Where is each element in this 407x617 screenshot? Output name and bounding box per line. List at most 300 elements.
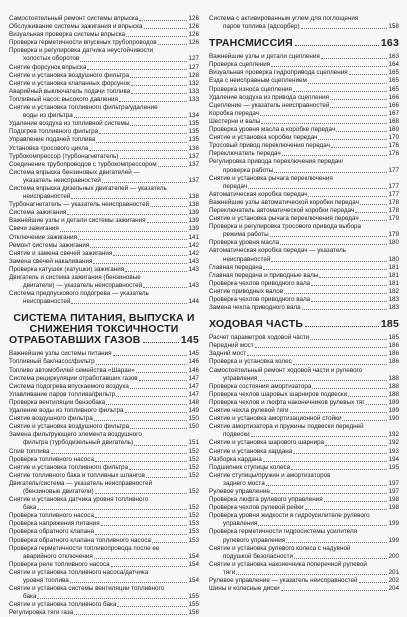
toc-entry-page: 155 [188,593,199,601]
toc-entry-title: Проверка состояния амортизатора [209,382,312,390]
toc-entry [209,350,399,358]
toc-entry [209,296,399,304]
toc-entry-page: 166 [388,93,399,101]
toc-entry-title: фильтра (турбодизельный двигатель) [23,439,134,447]
toc-entry [209,61,399,69]
toc-entry-title: Проверка герметичности впускных трубопроводов [9,39,157,47]
toc-entry-title: Коробка передач [209,109,260,117]
toc-entry [9,185,199,193]
toc-entry-page: 180 [388,255,399,263]
toc-entry-page: 143 [188,265,199,273]
toc-entry [9,23,199,31]
toc-entry-title: Снятие амортизатора и пружины подвески передней [209,423,364,431]
heading-page: 145 [180,334,199,347]
toc-entry-title: Проверка сцепления [209,61,271,69]
toc-entry-page: 188 [388,374,399,382]
toc-entry-page: 198 [388,504,399,512]
toc-entry-page: 149 [188,407,199,415]
toc-entry [209,472,399,480]
right-list-top [209,15,399,31]
toc-entry-page: 133 [188,95,199,103]
toc-entry-title: Проверка люфта рулевого управления [209,496,323,504]
toc-entry [209,512,399,520]
toc-entry-page: 137 [188,152,199,160]
toc-entry-page: 132 [188,79,199,87]
toc-entry-title: (бензиновые двигатели) [23,487,94,495]
toc-entry-page: 198 [388,496,399,504]
left-list-bottom [9,350,199,617]
toc-entry-title: паров топлива (адсорбер) [223,23,300,31]
toc-entry-page: 186 [388,358,399,366]
toc-entry [209,247,399,255]
toc-entry [209,464,399,472]
toc-entry-title: аварийного отключения [23,552,93,560]
toc-entry-page: 143 [188,257,199,265]
toc-entry [209,102,399,110]
toc-entry [9,136,199,144]
toc-entry-title: Снятие и установка топливного фильтра [9,463,129,471]
toc-entry [209,399,399,407]
toc-entry-title: Важнейшие узлы и детали системы зажигания [9,217,146,225]
toc-entry [209,264,399,272]
toc-entry [209,207,399,215]
toc-entry [209,456,399,464]
toc-entry-title: Двигатель и система зажигания (бензиновые [9,274,141,281]
toc-entry [209,215,399,223]
toc-entry-title: Проверка герметичности топливопровода после ее [9,544,160,552]
toc-entry-title: Снятие и установка кардана [209,447,293,455]
toc-entry [9,569,199,577]
toc-entry-title: Расчет параметров ходовой части [209,334,310,342]
toc-entry-page: 189 [388,407,399,415]
toc-entry [209,231,399,239]
toc-entry-page: 150 [188,415,199,423]
toc-entry-page: 181 [388,263,399,271]
toc-entry [9,561,199,569]
toc-entry-page: 127 [188,63,199,71]
toc-entry-page: 176 [388,150,399,158]
toc-entry-page: 178 [388,198,399,206]
toc-entry [9,391,199,399]
toc-entry-page: 145 [188,350,199,358]
section-heading-chassis [209,319,399,330]
toc-entry-page: 126 [188,39,199,47]
toc-entry-page: 139 [188,217,199,225]
heading-page: 163 [380,37,399,50]
toc-entry [9,80,199,88]
toc-entry [9,266,199,274]
toc-entry-title: заднего моста [223,479,265,487]
toc-entry-page: 182 [388,287,399,295]
toc-entry-title: Проверка топливного насоса [9,512,94,520]
toc-entry [9,120,199,128]
toc-entry [9,512,199,520]
toc-entry-title: Замена свечей накаливания [9,257,93,265]
toc-entry-title: Снятие и установка рычага переключения передач [209,215,359,223]
toc-entry-page: 167 [388,109,399,117]
toc-entry-title: Снятие и установка датчика уровня топливного [9,496,149,504]
left-column [9,15,199,617]
toc-entry [209,480,399,488]
toc-entry [9,209,199,217]
toc-entry-title: Снятие форсунок впрыска [9,63,87,71]
toc-entry-page: 165 [388,85,399,93]
toc-entry [9,290,199,298]
toc-entry-page: 177 [388,166,399,174]
toc-entry [9,375,199,383]
toc-entry-title: Система впрыска бензиновых двигателей — [9,168,140,176]
toc-entry-title: Автоматическая коробка передач [209,190,308,198]
toc-entry-page: 177 [388,190,399,198]
toc-entry [209,304,399,312]
toc-entry [209,53,399,61]
toc-entry-title: Снятие и установка топливного фильтра/удаление [9,104,158,112]
toc-entry-page: 134 [188,112,199,120]
toc-entry [209,134,399,142]
toc-entry-title: Важнейшие узлы автоматической коробки передач [209,198,359,206]
heading-title: ТРАНСМИССИЯ [209,37,293,50]
toc-entry-page: 204 [388,585,399,593]
toc-entry [9,431,199,439]
toc-entry [9,504,199,512]
toc-entry [9,609,199,617]
toc-entry-page: 138 [188,193,199,201]
toc-entry-title: Главная передача и приводные валы [209,271,319,279]
toc-entry-page: 147 [188,390,199,398]
toc-entry-page: 202 [388,577,399,584]
toc-entry-page: 148 [188,398,199,406]
toc-entry-page: 154 [188,577,199,584]
toc-entry-title: Снятие и установка клапанных форсунок [9,79,130,87]
toc-entry-title: Шестерни и валы [209,117,261,125]
toc-entry [9,217,199,225]
toc-entry-title: Проверка катушек (катушки) зажигания [9,265,125,273]
toc-entry [9,39,199,47]
toc-entry [9,472,199,480]
toc-entry-page: 135 [188,128,199,136]
toc-entry-page: 181 [388,279,399,287]
toc-entry-title: Обслуживание системы зажигания и впрыска [9,23,143,31]
toc-entry-title: проверка работы [223,166,274,174]
toc-entry-page: 139 [188,209,199,217]
toc-entry [209,423,399,431]
toc-entry-title: Система предпускового подогрева — указатель [9,290,149,298]
toc-entry-title: Важнейшие узлы системы питания [9,350,112,358]
toc-entry [209,110,399,118]
toc-entry-title: Ремонт системы зажигания [9,241,90,249]
toc-entry [209,280,399,288]
toc-entry [209,545,399,553]
toc-entry-page: 188 [388,382,399,390]
toc-entry-title: Снятие и установка системы вентиляции топливного [9,585,165,593]
toc-entry-title: Снятие и установка топливного бака [9,601,117,609]
toc-entry-title: Визуальная проверка системы впрыска [9,31,126,39]
toc-entry-title: Система подогрева впускаемого воздуха [9,382,129,390]
toc-entry [9,298,199,306]
toc-entry [209,504,399,512]
toc-entry [209,383,399,391]
toc-entry [209,561,399,569]
toc-entry [9,520,199,528]
toc-entry [9,488,199,496]
toc-entry-page: 154 [188,552,199,560]
toc-entry-title: указатель неисправностей [23,176,101,184]
toc-entry-title: Снятие и установка воздушного фильтра [9,71,130,79]
toc-entry-title: Турбонагнетатель — указатель неисправностей [9,201,150,209]
toc-entry [209,77,399,85]
toc-entry [209,118,399,126]
toc-entry-title: Соединение трубопроводов с турбокомпрессором [9,160,157,168]
toc-entry-title: Передний мост [209,342,254,350]
toc-entry-title: управления [223,374,258,382]
toc-entry-page: 177 [388,182,399,190]
toc-entry-page: 166 [388,101,399,109]
toc-entry [9,577,199,585]
toc-entry-title: Двигатель/система — указатель неисправностей [9,479,153,487]
toc-entry-page: 127 [188,55,199,63]
toc-entry-title: Проверка уровня жидкости в гидроусилителе рулевого [209,512,370,520]
toc-entry [9,250,199,258]
toc-entry-page: 192 [388,431,399,439]
toc-entry-page: 188 [388,390,399,398]
toc-entry-title: Замена чехла приводного вала [209,304,301,312]
toc-entry [209,569,399,577]
toc-entry-page: 163 [388,53,399,61]
toc-entry-title: Снятие и замена свечей зажигания [9,249,113,257]
toc-entry-page: 155 [188,601,199,609]
toc-entry [9,242,199,250]
toc-entry-title: Снятие и установка рулевого колеса с надувной [209,544,351,552]
toc-entry-title: Проверка уровня масла в коробке передач [209,126,336,134]
toc-entry-page: 152 [188,487,199,495]
left-list-top [9,15,199,306]
toc-entry [9,439,199,447]
toc-entry-page: 186 [388,350,399,358]
heading-line: СНИЖЕНИЯ ТОКСИЧНОСТИ [29,323,179,336]
toc-entry-title: Проверка чехлов приводного вала [209,279,311,287]
toc-entry-page: 142 [188,249,199,257]
toc-entry [9,258,199,266]
toc-entry-page: 126 [188,23,199,31]
toc-entry-page: 183 [388,304,399,312]
toc-entry-title: уровня топлива [23,577,69,584]
toc-entry-title: передач [223,182,248,190]
toc-entry [9,153,199,161]
toc-entry-page: 142 [188,241,199,249]
toc-entry-page: 152 [188,447,199,455]
toc-entry [209,488,399,496]
toc-entry-page: 180 [388,239,399,247]
toc-entry-title: Проверка обратного клапана топливного насоса [9,536,151,544]
toc-entry [9,415,199,423]
toc-entry [9,55,199,63]
toc-entry-page: 176 [388,142,399,150]
toc-entry-page: 139 [188,225,199,233]
toc-entry-title: неисправностей [23,298,71,306]
toc-entry-page: 152 [188,512,199,520]
toc-entry-title: Проверка чехлов и люфта наконечников рулевых тяг [209,398,365,406]
toc-entry-title: Система с активированным углем для поглощения [209,15,359,22]
toc-entry-title: Снятие и установка амортизационной стойки [209,415,342,423]
toc-entry [9,225,199,233]
toc-entry-page: 126 [188,15,199,22]
toc-entry-title: Важнейшие узлы и детали сцепления [209,53,320,61]
toc-entry [9,47,199,55]
toc-entry-title: Удаление воды из топливного фильтра [9,407,124,415]
toc-entry [9,128,199,136]
toc-entry [9,169,199,177]
toc-entry-title: Езда с неисправным сцеплением [209,77,307,85]
toc-entry [209,367,399,375]
toc-entry-page: 143 [188,282,199,290]
toc-entry-title: Проверка чехлов приводного вала [209,296,311,303]
toc-entry [9,201,199,209]
toc-entry-title: Слив топлива [9,447,50,455]
toc-entry-title: Снятие ступицы/пружин и амортизаторов [209,471,331,479]
heading-title: ХОДОВАЯ ЧАСТЬ [209,318,304,331]
toc-entry-page: 194 [388,455,399,463]
toc-entry [209,537,399,545]
toc-entry [209,175,399,183]
toc-entry-title: бака [23,504,37,512]
toc-entry [9,72,199,80]
toc-entry [9,496,199,504]
toc-entry-title: Самостоятельный ремонт системы впрыска [9,15,139,22]
toc-entry [9,537,199,545]
toc-entry-page: 169 [388,126,399,134]
toc-entry-page: 170 [388,134,399,142]
toc-entry-page: 156 [188,609,199,617]
toc-entry-page: 153 [188,520,199,528]
toc-entry [9,593,199,601]
toc-entry-title: Регулировка привода переключения передач/ [209,158,344,166]
toc-entry-title: Проверка реле топливного насоса [9,560,110,568]
toc-entry [9,161,199,169]
transmission-list [209,53,399,312]
toc-entry-title: тяги [223,568,236,576]
toc-entry-page: 164 [388,61,399,69]
toc-entry-page: 193 [388,447,399,455]
toc-entry-title: Улавливание паров топлива/фильтр [9,390,116,398]
toc-entry [9,64,199,72]
toc-entry-title: Удаление воздуха из топливной системы [9,120,130,128]
toc-entry-title: Система впрыска дизельных двигателей — указатель [9,184,167,192]
toc-entry-page: 137 [188,160,199,168]
toc-entry-title: подушкой безопасности [223,552,294,560]
toc-entry [209,256,399,264]
toc-entry-page: 185 [388,334,399,342]
toc-entry-title: Топливный насос высокого давления [9,95,118,103]
toc-entry-title: Автоматическая коробка передач — указатель [209,247,347,255]
toc-entry-title: Снятие приводных валов [209,287,284,295]
right-column [209,15,399,617]
toc-entry [209,431,399,439]
toc-entry-page: 200 [388,552,399,560]
toc-entry-page: 152 [188,455,199,463]
toc-entry-page: 168 [388,117,399,125]
toc-entry [209,407,399,415]
toc-entry [9,448,199,456]
toc-entry [209,183,399,191]
toc-entry-title: управления [223,520,258,528]
toc-entry-page: 197 [388,487,399,495]
toc-entry [209,158,399,166]
heading-line: ОТРАБОТАВШИХ ГАЗОВ [9,334,141,347]
toc-entry-page: 197 [388,479,399,487]
toc-entry-title: Визуальная проверка гидропривода сцепления [209,69,348,77]
toc-entry [9,282,199,290]
toc-entry-title: двигатели) — указатель неисправностей [23,282,143,290]
toc-entry-page: 135 [188,120,199,128]
toc-entry [209,86,399,94]
toc-entry-page: 183 [388,296,399,303]
toc-entry-title: Подшипник ступицы колеса [209,463,291,471]
toc-entry [209,272,399,280]
toc-entry [209,391,399,399]
toc-entry [9,350,199,358]
toc-entry-title: Проверка обратного клапана [9,528,95,536]
toc-entry-title: Самостоятельный ремонт ходовой части и рулевого [209,366,363,374]
toc-entry-title: Снятие и установка топливного насоса/датчика [9,568,149,576]
toc-entry-title: Проверка чехлов шаровых шарниров подвески [209,390,348,398]
toc-entry [209,577,399,585]
chassis-list [209,334,399,593]
toc-entry-title: неисправностей [23,193,71,201]
toc-entry [9,358,199,366]
toc-entry [9,545,199,553]
toc-entry-page: 136 [188,144,199,152]
toc-entry-title: Топливо автомобилей семейства «Шаран» [9,366,135,374]
toc-entry-title: неисправностей [223,255,271,263]
toc-entry [209,553,399,561]
toc-entry-page: 178 [388,206,399,214]
toc-entry [209,415,399,423]
toc-entry-title: Проверка чехлов рулевой рейки [209,504,304,512]
toc-entry-title: Снятие воздушного фильтра [9,415,93,423]
toc-entry-title: Тросовый привод переключения передач [209,142,330,150]
toc-entry-page: 126 [188,31,199,39]
toc-entry [209,288,399,296]
toc-entry [209,94,399,102]
toc-entry-title: Сцепление — указатель неисправностей [209,101,330,109]
toc-entry-title: Снятие и установка наконечника поперечной рулевой [209,560,367,568]
toc-entry-page: 165 [388,69,399,77]
toc-entry [209,69,399,77]
toc-entry-title: Отключение зажигания [9,233,78,241]
toc-entry-title: режима работы [223,231,269,239]
toc-entry-title: Система рециркуляции отработавших газов [9,374,138,382]
toc-entry [209,15,399,23]
toc-entry [9,88,199,96]
toc-entry-title: Переключатель автоматической коробки передач [209,206,355,214]
toc-entry-page: 154 [188,560,199,568]
toc-entry-title: Главная передача [209,263,263,271]
toc-entry-title: бака [23,593,37,601]
toc-entry [209,23,399,31]
toc-entry-title: Подогрев топливного фильтра [9,128,99,136]
heading-line: СИСТЕМА ПИТАНИЯ, ВЫПУСКА И [13,312,195,325]
toc-entry-title: Проверка топливного насоса [9,455,94,463]
toc-entry-page: 153 [188,536,199,544]
toc-entry [209,496,399,504]
toc-entry-title: Рулевое управление [209,487,270,495]
toc-entry [209,528,399,536]
toc-entry-title: Проверка и регулировка датчика неустойчивости [9,47,154,55]
toc-entry [9,145,199,153]
section-heading-transmission [209,38,399,49]
toc-entry [9,464,199,472]
toc-entry [9,480,199,488]
